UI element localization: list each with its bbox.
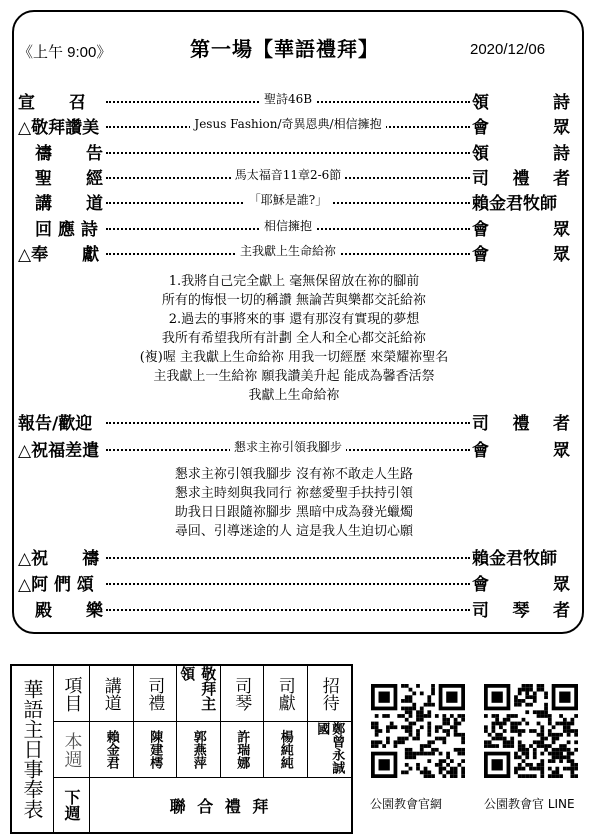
program-row: [18, 596, 570, 620]
leader-char: 司: [472, 601, 489, 621]
program-item-leader: [472, 88, 570, 113]
program-row: [18, 113, 570, 137]
leader-char: 眾: [553, 118, 570, 139]
program-item-label: △祝福差遣: [18, 441, 100, 461]
leader-char: 禮: [512, 168, 530, 189]
program-item-detail: [106, 191, 470, 208]
leader-char: 會: [472, 441, 489, 461]
program-item-leader: [472, 409, 570, 434]
service-date: 2020/12/06: [470, 41, 546, 58]
leader-char: 詩: [553, 93, 570, 113]
program-row: [18, 164, 570, 188]
blessing-lyrics: [18, 465, 570, 541]
lyric-line: 助我日日跟隨祢腳步 黑暗中成為發光蠟燭: [174, 505, 414, 520]
schedule-this-week-value: 賴金君: [90, 722, 134, 778]
program-item-detail: [106, 90, 470, 107]
program-item-detail: [106, 242, 470, 259]
lyric-line: 所有的悔恨一切的稱讚 無論苦與樂都交託給祢: [161, 293, 427, 308]
schedule-column-header: 司琴: [221, 666, 265, 722]
leader-char: 詩: [553, 143, 570, 164]
leader-char: 司: [472, 414, 489, 434]
lyric-line: 懇求主時刻與我同行 祢慈愛聖手扶持引領: [174, 486, 414, 501]
leader-char: 禮: [512, 414, 530, 434]
program-item-leader: [472, 596, 570, 621]
program-row: [18, 189, 570, 213]
program-item-detail-text: 懇求主祢引領我腳步: [230, 440, 346, 454]
next-week-header: 下週: [54, 778, 90, 832]
this-week-header: 本週: [54, 722, 90, 778]
program-item-leader: [472, 436, 570, 461]
leader-char: 眾: [553, 244, 570, 265]
website-qr-code-icon[interactable]: [371, 684, 465, 778]
schedule-column-header: 司禮: [134, 666, 178, 722]
program-item-detail-text: 主我獻上生命給祢: [236, 244, 340, 258]
program-item-label: 講 道: [18, 194, 103, 215]
schedule-this-week-value: 楊純純: [264, 722, 308, 778]
schedule-column-header: 講道: [90, 666, 134, 722]
program-row: [18, 570, 570, 594]
leader-char: 眾: [553, 219, 570, 240]
service-time: 《上午 9:00》: [18, 44, 112, 61]
program-item-label: △阿 們 頌: [18, 575, 94, 595]
leader-char: 領: [472, 143, 489, 164]
program-row: [18, 88, 570, 112]
dot-leader: [106, 152, 470, 154]
lyric-line: 我所有希望我所有計劃 全人和全心都交託給祢: [161, 331, 427, 346]
lyric-line: 懇求主祢引領我腳步 沒有祢不敢走人生路: [174, 467, 414, 482]
leader-char: 會: [472, 118, 489, 139]
program-item-leader: [472, 139, 570, 164]
dot-leader: [106, 583, 470, 585]
line-qr-code-icon[interactable]: [484, 684, 578, 778]
lyric-line: 2.過去的事將來的事 還有那沒有實現的夢想: [168, 312, 420, 327]
program-item-label: 報告/歡迎: [18, 414, 93, 434]
schedule-column-header: 招待: [308, 666, 352, 722]
program-item-label: 聖 經: [18, 168, 103, 189]
leader-char: 者: [553, 414, 570, 434]
schedule-column-header: 司獻: [264, 666, 308, 722]
program-item-label: △奉 獻: [18, 244, 100, 265]
program-item-label: 禱 告: [18, 143, 103, 164]
program-item-detail: [106, 438, 470, 455]
program-item-detail-text: 馬太福音11章2-6節: [231, 168, 346, 182]
program-row: [18, 436, 570, 460]
program-item-leader: 賴金君牧師: [472, 194, 557, 215]
leader-char: 者: [553, 601, 570, 621]
dot-leader: [106, 609, 470, 611]
program-item-detail-text: 相信擁抱: [260, 219, 316, 233]
lyric-line: (複)喔 主我獻上生命給祢 用我一切經歷 來榮耀祢聖名: [139, 350, 449, 365]
schedule-column-header: 敬拜主領: [177, 666, 221, 722]
program-row: [18, 544, 570, 568]
program-item-detail: [106, 166, 470, 183]
program-row: [18, 139, 570, 163]
schedule-side-title: 華語主日事奉表: [12, 666, 54, 832]
leader-char: 眾: [553, 575, 570, 595]
schedule-table: [10, 664, 353, 834]
program-item-label: 宣 召: [18, 93, 86, 113]
program-item-detail: [106, 217, 470, 234]
program-item-detail-text: 「耶穌是誰?」: [245, 193, 331, 207]
lyric-line: 尋回、引導迷途的人 這是我人生迫切心願: [174, 524, 414, 539]
program-row: [18, 240, 570, 264]
program-row: [18, 215, 570, 239]
program-item-leader: [472, 113, 570, 138]
dot-leader: [106, 422, 470, 424]
leader-char: 司: [472, 168, 489, 189]
program-item-leader: 賴金君牧師: [472, 549, 557, 569]
lyric-line: 主我獻上一生給祢 願我讚美升起 能成為馨香活祭: [153, 369, 435, 384]
service-title: 第一場【華語禮拜】: [190, 37, 379, 61]
leader-char: 會: [472, 219, 489, 240]
program-item-label: 殿 樂: [18, 601, 103, 621]
program-item-label: △祝 禱: [18, 549, 100, 569]
lyric-line: 1.我將自己完全獻上 毫無保留放在祢的腳前: [168, 274, 420, 289]
lyric-line: 我獻上生命給祢: [248, 388, 340, 403]
program-item-detail-text: Jesus Fashion/奇異恩典/相信擁抱: [190, 117, 385, 131]
line-qr-caption: 公園教會官 LINE: [484, 797, 575, 811]
item-header: 項目: [54, 666, 90, 722]
dot-leader: [106, 557, 470, 559]
schedule-this-week-value: 許瑞娜: [221, 722, 265, 778]
next-week-value: 聯 合 禮 拜: [169, 796, 272, 816]
leader-char: 琴: [512, 601, 530, 621]
website-qr-caption: 公園教會官網: [370, 797, 443, 811]
program-item-leader: [472, 570, 570, 595]
schedule-this-week-value: 陳建樗: [134, 722, 178, 778]
offering-lyrics: [18, 272, 570, 405]
leader-char: 會: [472, 575, 489, 595]
program-item-leader: [472, 164, 570, 189]
leader-char: 眾: [553, 441, 570, 461]
program-item-label: △敬拜讚美: [18, 118, 100, 139]
program-item-detail: [106, 115, 470, 132]
schedule-this-week-value: 郭燕萍: [177, 722, 221, 778]
leader-char: 領: [472, 93, 489, 113]
schedule-this-week-value: 鄭曾永誠國: [308, 722, 352, 778]
program-row: [18, 409, 570, 433]
program-item-leader: [472, 215, 570, 240]
program-item-detail-text: 聖詩46B: [260, 92, 316, 106]
leader-char: 會: [472, 244, 489, 265]
program-item-label: 回 應 詩: [18, 219, 98, 240]
leader-char: 者: [553, 168, 570, 189]
program-item-leader: [472, 240, 570, 265]
